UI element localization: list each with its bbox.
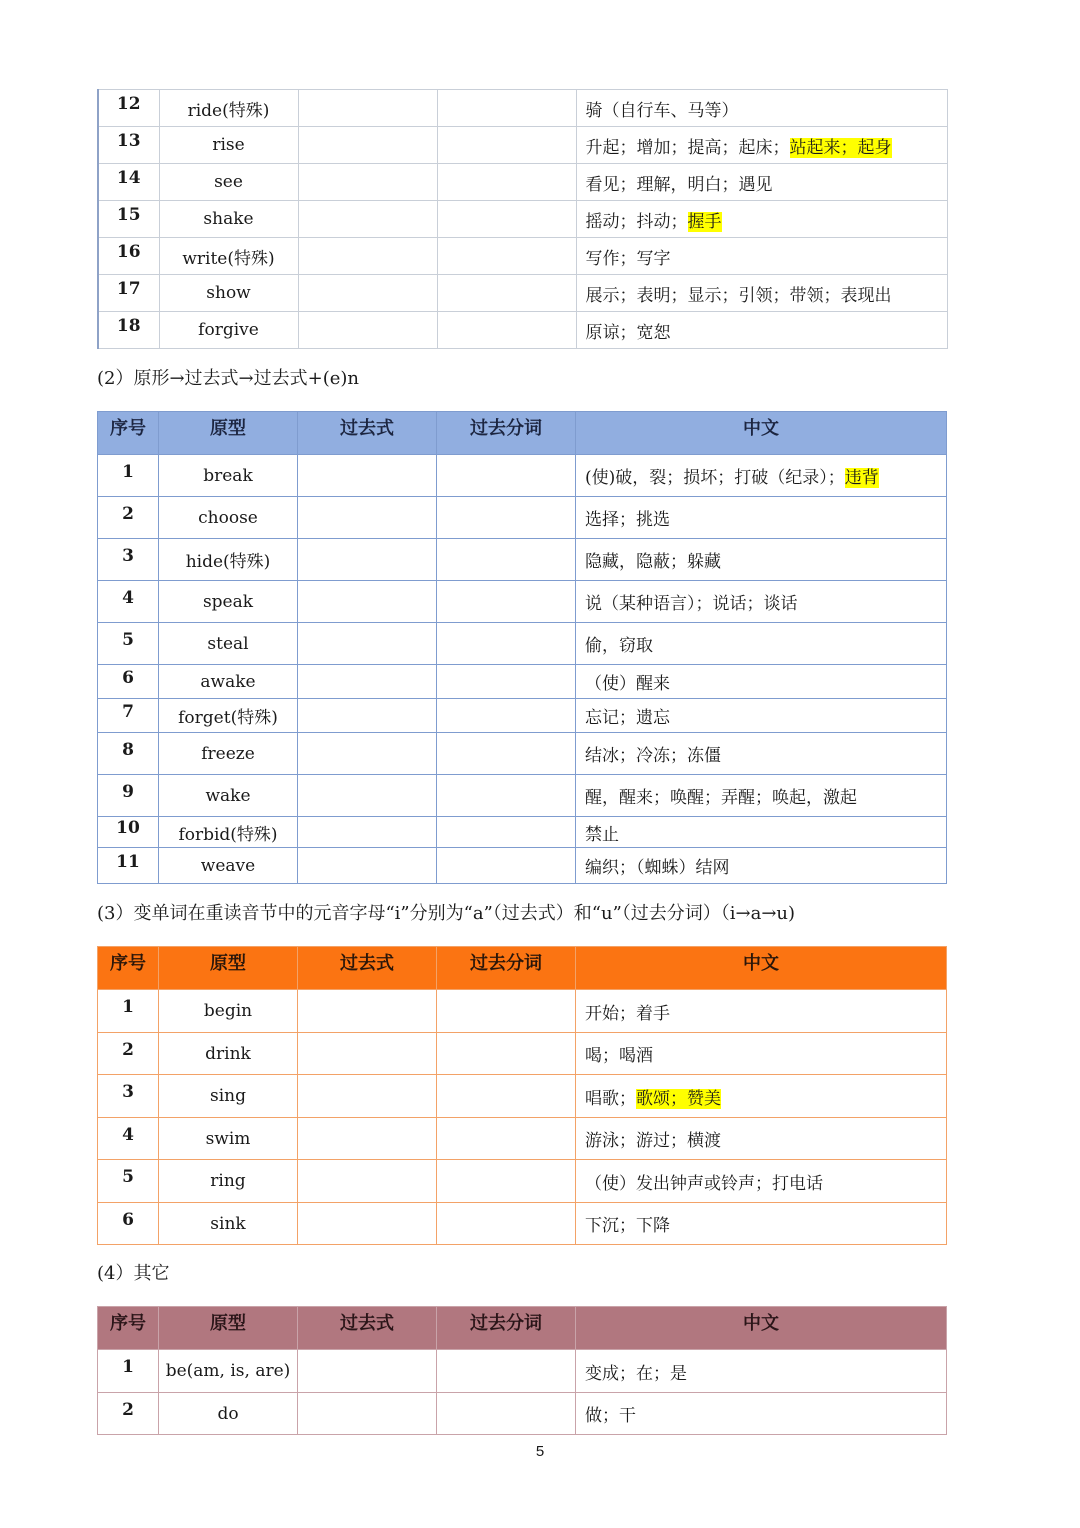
meaning-text: 变成；在；是 (585, 1363, 687, 1384)
past-tense (298, 775, 437, 817)
meaning-text: 醒，醒来；唤醒；弄醒；唤起，激起 (585, 788, 857, 808)
past-participle (437, 164, 576, 201)
past-tense (298, 699, 437, 733)
header-zh: 中文 (576, 1307, 947, 1350)
row-number-text: 2 (122, 1039, 134, 1060)
table-header (98, 1307, 947, 1350)
base-form: choose (159, 497, 298, 539)
meaning-text: 写作；写字 (585, 248, 671, 269)
row-number-text: 12 (116, 94, 141, 114)
past-participle (437, 455, 576, 497)
meaning-text: 选择；挑选 (585, 510, 670, 530)
chinese-meaning (576, 817, 947, 848)
row-number (98, 581, 159, 623)
row-number-text: 3 (122, 545, 134, 566)
row-number-text: 13 (116, 131, 141, 151)
row-number-text: 5 (122, 1167, 134, 1187)
past-participle (437, 312, 576, 349)
row-number-text: 16 (116, 242, 141, 262)
meaning-text: 说（某种语言）；说话；谈话 (585, 594, 798, 614)
chinese-meaning (576, 312, 947, 349)
table-row (98, 665, 947, 699)
meaning-text: （使）发出钟声或铃声；打电话 (585, 1173, 823, 1194)
chinese-meaning (576, 581, 947, 623)
past-tense (298, 90, 437, 127)
base-form: show (159, 275, 298, 312)
chinese-meaning (576, 733, 947, 775)
table-row (98, 1160, 947, 1203)
base-form: steal (159, 623, 298, 665)
table-row (98, 275, 947, 312)
row-number (98, 665, 159, 699)
base-form: forbid(特殊) (159, 817, 298, 848)
meaning-text: 看见；理解，明白；遇见 (585, 174, 773, 195)
row-number-text: 9 (122, 781, 134, 802)
row-number-text: 18 (116, 316, 141, 336)
past-tense (298, 1203, 437, 1245)
table-others (97, 1306, 947, 1435)
past-participle (437, 1033, 576, 1075)
header-no: 序号 (98, 947, 159, 990)
base-form: drink (159, 1033, 298, 1075)
past-tense (298, 497, 437, 539)
chinese-meaning (576, 990, 947, 1033)
header-pp: 过去分词 (437, 412, 576, 455)
row-number-text: 8 (122, 739, 134, 760)
header-no: 序号 (98, 1307, 159, 1350)
row-number (98, 775, 159, 817)
past-tense (298, 1393, 437, 1435)
row-number-text: 2 (122, 503, 134, 524)
row-number (98, 539, 159, 581)
base-form: freeze (159, 733, 298, 775)
table-row (98, 455, 947, 497)
past-participle (437, 699, 576, 733)
highlighted-meaning: 违背 (844, 468, 879, 488)
table-row (98, 127, 947, 164)
past-tense (298, 1075, 437, 1118)
header-no: 序号 (98, 412, 159, 455)
row-number (98, 164, 159, 201)
table-row (98, 1350, 947, 1393)
row-number (98, 497, 159, 539)
chinese-meaning (576, 539, 947, 581)
table-header (98, 947, 947, 990)
meaning-text: 升起；增加；提高；起床； (585, 137, 790, 158)
meaning-text: 游泳；游过；横渡 (585, 1131, 721, 1151)
meaning-text: 骑（自行车、马等） (585, 100, 739, 121)
table-row (98, 733, 947, 775)
header-base: 原型 (159, 412, 298, 455)
base-form: shake (159, 201, 298, 238)
table-row (98, 990, 947, 1033)
past-tense (298, 455, 437, 497)
base-form: do (159, 1393, 298, 1435)
past-participle (437, 1350, 576, 1393)
header-zh: 中文 (576, 947, 947, 990)
row-number (98, 623, 159, 665)
chinese-meaning (576, 127, 947, 164)
meaning-text: 开始；着手 (585, 1003, 670, 1024)
header-zh: 中文 (576, 412, 947, 455)
chinese-meaning (576, 1118, 947, 1160)
row-number (98, 1033, 159, 1075)
table-row (98, 238, 947, 275)
row-number (98, 848, 159, 884)
row-number (98, 127, 159, 164)
chinese-meaning (576, 238, 947, 275)
past-tense (298, 1118, 437, 1160)
chinese-meaning (576, 1160, 947, 1203)
table-header (98, 412, 947, 455)
past-participle (437, 623, 576, 665)
past-tense (298, 581, 437, 623)
base-form: sing (159, 1075, 298, 1118)
past-tense (298, 848, 437, 884)
past-participle (437, 1075, 576, 1118)
past-participle (437, 127, 576, 164)
past-tense (298, 1350, 437, 1393)
base-form: write(特殊) (159, 238, 298, 275)
table-row (98, 201, 947, 238)
meaning-text: 喝；喝酒 (585, 1046, 653, 1066)
chinese-meaning (576, 164, 947, 201)
past-participle (437, 275, 576, 312)
row-number-text: 7 (122, 701, 134, 722)
past-participle (437, 990, 576, 1033)
past-participle (437, 497, 576, 539)
meaning-text: (使)破，裂；损坏；打破（纪录）； (585, 468, 845, 488)
row-number-text: 1 (122, 1357, 134, 1377)
chinese-meaning (576, 775, 947, 817)
section-title-4: (4）其它 (97, 1263, 170, 1284)
row-number (98, 1160, 159, 1203)
table-row (98, 581, 947, 623)
base-form: sink (159, 1203, 298, 1245)
header-base: 原型 (159, 947, 298, 990)
row-number (98, 201, 159, 238)
row-number (98, 990, 159, 1033)
header-pp: 过去分词 (437, 947, 576, 990)
past-participle (437, 817, 576, 848)
meaning-text: （使）醒来 (585, 674, 670, 694)
past-tense (298, 201, 437, 238)
chinese-meaning (576, 90, 947, 127)
row-number-text: 6 (122, 1209, 134, 1230)
row-number-text: 1 (122, 997, 134, 1017)
row-number-text: 1 (122, 461, 134, 482)
table-row (98, 1075, 947, 1118)
past-participle (437, 1118, 576, 1160)
table-row (98, 848, 947, 884)
row-number (98, 90, 159, 127)
meaning-text: 结冰；冷冻；冻僵 (585, 746, 721, 766)
row-number-text: 2 (122, 1399, 134, 1420)
page-number: 5 (535, 1443, 545, 1460)
meaning-text: 忘记；遗忘 (585, 708, 670, 728)
base-form: be(am, is, are) (159, 1350, 298, 1393)
meaning-text: 做；干 (585, 1406, 636, 1426)
row-number-text: 14 (116, 168, 141, 188)
row-number (98, 733, 159, 775)
row-number (98, 1203, 159, 1245)
base-form: wake (159, 775, 298, 817)
table-continued (97, 89, 948, 349)
highlighted-meaning: 站起来；起身 (789, 137, 892, 158)
meaning-text: 展示；表明；显示；引领；带领；表现出 (585, 285, 892, 306)
header-past: 过去式 (298, 947, 437, 990)
chinese-meaning (576, 497, 947, 539)
past-participle (437, 90, 576, 127)
past-participle (437, 201, 576, 238)
past-participle (437, 1393, 576, 1435)
row-number (98, 1350, 159, 1393)
row-number-text: 10 (116, 818, 140, 838)
chinese-meaning (576, 1350, 947, 1393)
chinese-meaning (576, 275, 947, 312)
base-form: ride(特殊) (159, 90, 298, 127)
section-title-3: (3）变单词在重读音节中的元音字母“i”分别为“a”（过去式）和“u”（过去分词）（i→a→u) (97, 903, 796, 924)
base-form: weave (159, 848, 298, 884)
row-number-text: 6 (122, 667, 134, 688)
table-row (98, 699, 947, 733)
header-pp: 过去分词 (437, 1307, 576, 1350)
chinese-meaning (576, 1203, 947, 1245)
row-number-text: 4 (122, 587, 134, 608)
base-form: speak (159, 581, 298, 623)
past-tense (298, 990, 437, 1033)
section-title-2: (2）原形→过去式→过去式+(e)n (97, 368, 360, 389)
row-number (98, 275, 159, 312)
base-form: forget(特殊) (159, 699, 298, 733)
header-past: 过去式 (298, 412, 437, 455)
table-break-type (97, 411, 947, 884)
chinese-meaning (576, 665, 947, 699)
past-tense (298, 312, 437, 349)
past-tense (298, 1160, 437, 1203)
row-number (98, 238, 159, 275)
meaning-text: 唱歌； (585, 1088, 636, 1109)
row-number-text: 17 (116, 279, 141, 299)
table-row (98, 1203, 947, 1245)
header-past: 过去式 (298, 1307, 437, 1350)
past-tense (298, 733, 437, 775)
chinese-meaning (576, 1393, 947, 1435)
header-base: 原型 (159, 1307, 298, 1350)
table-row (98, 1393, 947, 1435)
past-tense (298, 817, 437, 848)
base-form: begin (159, 990, 298, 1033)
table-row (98, 539, 947, 581)
base-form: ring (159, 1160, 298, 1203)
chinese-meaning (576, 1075, 947, 1118)
base-form: rise (159, 127, 298, 164)
past-tense (298, 1033, 437, 1075)
base-form: break (159, 455, 298, 497)
past-participle (437, 665, 576, 699)
chinese-meaning (576, 848, 947, 884)
row-number (98, 455, 159, 497)
row-number (98, 1075, 159, 1118)
row-number-text: 11 (116, 851, 140, 872)
row-number-text: 4 (122, 1124, 134, 1145)
highlighted-meaning: 歌颂；赞美 (636, 1088, 721, 1109)
table-row (98, 1118, 947, 1160)
row-number (98, 1118, 159, 1160)
base-form: see (159, 164, 298, 201)
past-participle (437, 581, 576, 623)
table-row (98, 312, 947, 349)
row-number (98, 817, 159, 848)
past-tense (298, 539, 437, 581)
base-form: awake (159, 665, 298, 699)
table-row (98, 775, 947, 817)
meaning-text: 下沉；下降 (585, 1216, 670, 1236)
row-number (98, 1393, 159, 1435)
highlighted-meaning: 握手 (687, 211, 722, 232)
past-tense (298, 275, 437, 312)
chinese-meaning (576, 699, 947, 733)
chinese-meaning (576, 1033, 947, 1075)
row-number-text: 5 (122, 629, 134, 650)
table-row (98, 1033, 947, 1075)
past-participle (437, 539, 576, 581)
past-tense (298, 164, 437, 201)
past-tense (298, 665, 437, 699)
past-participle (437, 733, 576, 775)
row-number (98, 312, 159, 349)
table-row (98, 623, 947, 665)
chinese-meaning (576, 455, 947, 497)
past-tense (298, 238, 437, 275)
base-form: hide(特殊) (159, 539, 298, 581)
meaning-text: 偷，窃取 (585, 636, 653, 656)
past-participle (437, 848, 576, 884)
past-participle (437, 1160, 576, 1203)
table-i-a-u (97, 946, 947, 1245)
meaning-text: 编织；（蜘蛛）结网 (585, 858, 730, 878)
table-row (98, 164, 947, 201)
meaning-text: 禁止 (585, 824, 619, 845)
table-row (98, 817, 947, 848)
meaning-text: 隐藏，隐蔽；躲藏 (585, 552, 721, 572)
table-row (98, 497, 947, 539)
past-participle (437, 775, 576, 817)
table-row (98, 90, 947, 127)
base-form: swim (159, 1118, 298, 1160)
past-tense (298, 127, 437, 164)
base-form: forgive (159, 312, 298, 349)
meaning-text: 摇动；抖动； (585, 211, 688, 232)
row-number (98, 699, 159, 733)
past-tense (298, 623, 437, 665)
row-number-text: 3 (122, 1082, 134, 1102)
row-number-text: 15 (116, 205, 141, 225)
past-participle (437, 1203, 576, 1245)
chinese-meaning (576, 201, 947, 238)
chinese-meaning (576, 623, 947, 665)
past-participle (437, 238, 576, 275)
meaning-text: 原谅；宽恕 (585, 322, 671, 343)
